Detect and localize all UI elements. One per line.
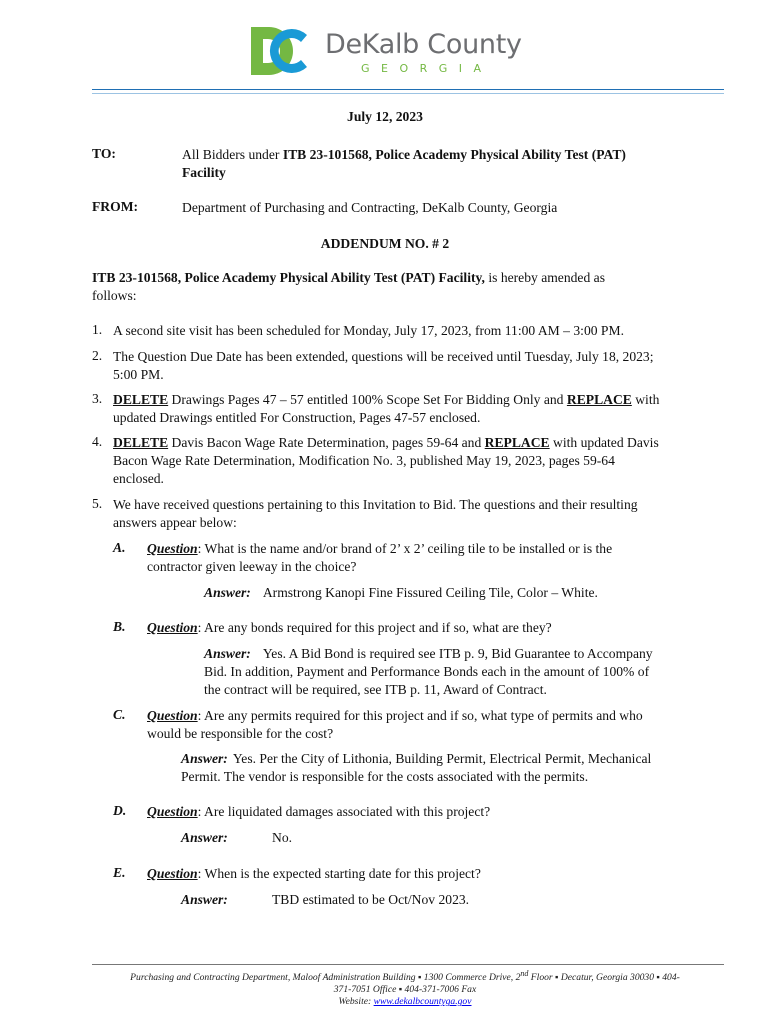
question-text: : Are any permits required for this project and if so, what type of permits and who bbox=[197, 708, 643, 723]
addendum-title: ADDENDUM NO. # 2 bbox=[320, 236, 450, 251]
replace-keyword: REPLACE bbox=[566, 392, 632, 407]
answer-label: Answer: bbox=[204, 646, 251, 661]
question-label: Question bbox=[147, 804, 198, 819]
question-text: : What is the name and/or brand of 2’ x 2’ ceiling tile to be installed or is the bbox=[197, 541, 613, 556]
to-itb-title: ITB 23-101568, Police Academy Physical Ability Test (PAT) bbox=[282, 147, 626, 162]
qa-answer bbox=[204, 584, 719, 602]
item-line: The Question Due Date has been extended, questions will be received until Tuesday, July 18, 2023; bbox=[113, 349, 654, 364]
question-label: Question bbox=[147, 541, 198, 556]
answer-text: Armstrong Kanopi Fine Fissured Ceiling Tile, Color – White. bbox=[262, 585, 598, 600]
question-text: would be responsible for the cost? bbox=[147, 726, 334, 741]
dekalb-county-logo bbox=[249, 25, 529, 81]
to-itb-title-cont: Facility bbox=[182, 165, 226, 180]
question-text: : Are any bonds required for this project and if so, what are they? bbox=[197, 620, 552, 635]
item-line: with bbox=[631, 392, 660, 407]
footer-address-cont: Floor ▪ Decatur, Georgia 30030 ▪ 404- bbox=[528, 972, 680, 984]
answer-text: Yes. A Bid Bond is required see ITB p. 9, Bid Guarantee to Accompany bbox=[262, 646, 653, 661]
qa-question bbox=[147, 619, 717, 637]
answer-text: Permit. The vendor is responsible for the costs associated with the permits. bbox=[181, 769, 589, 784]
item-number: 3. bbox=[92, 391, 103, 406]
dc-monogram-icon bbox=[249, 25, 311, 77]
item-text: A second site visit has been scheduled for Monday, July 17, 2023, from 11:00 AM – 3:00 PM. bbox=[113, 323, 624, 338]
qa-question bbox=[147, 540, 717, 576]
item-line: updated Drawings entitled For Construction, Pages 47-57 enclosed. bbox=[113, 410, 481, 425]
question-label: Question bbox=[147, 708, 198, 723]
item-text bbox=[113, 348, 716, 384]
memo-date: July 12, 2023 bbox=[347, 109, 423, 124]
answer-label: Answer: bbox=[181, 892, 228, 907]
item-number: 2. bbox=[92, 348, 103, 363]
answer-text: the contract will be required, see ITB p. 11, Award of Contract. bbox=[204, 682, 547, 697]
item-text bbox=[113, 496, 716, 532]
delete-keyword: DELETE bbox=[113, 435, 169, 450]
qa-letter: C. bbox=[113, 707, 126, 722]
answer-text: TBD estimated to be Oct/Nov 2023. bbox=[272, 892, 470, 907]
header-rule bbox=[92, 89, 724, 90]
item-line: Bacon Wage Rate Determination, Modification No. 3, published May 19, 2023, pages 59-64 bbox=[113, 453, 615, 468]
item-number: 4. bbox=[92, 434, 103, 449]
item-line: 5:00 PM. bbox=[113, 367, 164, 382]
item-text bbox=[113, 391, 716, 427]
intro-text-cont: follows: bbox=[92, 288, 137, 303]
question-text: contractor given leeway in the choice? bbox=[147, 559, 357, 574]
qa-question bbox=[147, 865, 717, 883]
logo-state: GEORGIA bbox=[361, 62, 493, 75]
answer-label: Answer: bbox=[181, 830, 228, 845]
item-line: Drawings Pages 47 – 57 entitled 100% Scope Set For Bidding Only and bbox=[168, 392, 567, 407]
page-footer bbox=[92, 968, 718, 1008]
item-line: answers appear below: bbox=[113, 515, 237, 530]
question-text: : Are liquidated damages associated with this project? bbox=[197, 804, 491, 819]
answer-text: Bid. In addition, Payment and Performance Bonds each in the amount of 100% of bbox=[204, 664, 650, 679]
to-label: TO: bbox=[92, 146, 116, 161]
question-label: Question bbox=[147, 866, 198, 881]
answer-text: No. bbox=[272, 830, 293, 845]
footer-website-label: Website: bbox=[338, 996, 374, 1008]
item-number: 5. bbox=[92, 496, 103, 511]
from-value: Department of Purchasing and Contracting, DeKalb County, Georgia bbox=[182, 200, 558, 215]
item-text bbox=[113, 434, 716, 488]
answer-label: Answer: bbox=[181, 751, 228, 766]
question-text: : When is the expected starting date for this project? bbox=[197, 866, 481, 881]
logo-name: DeKalb County bbox=[325, 29, 522, 60]
from-label: FROM: bbox=[92, 199, 139, 214]
footer-address: Purchasing and Contracting Department, Maloof Administration Building ▪ 1300 Commerce Drive, 2 bbox=[130, 972, 521, 984]
answer-text: Yes. Per the City of Lithonia, Building Permit, Electrical Permit, Mechanical bbox=[232, 751, 652, 766]
intro-paragraph bbox=[92, 269, 722, 305]
footer-superscript: nd bbox=[520, 969, 529, 978]
item-line: enclosed. bbox=[113, 471, 164, 486]
replace-keyword: REPLACE bbox=[484, 435, 550, 450]
to-prefix: All Bidders under bbox=[182, 147, 283, 162]
to-value bbox=[182, 146, 712, 182]
intro-itb: ITB 23-101568, Police Academy Physical Ability Test (PAT) Facility, bbox=[92, 270, 485, 285]
qa-letter: D. bbox=[113, 803, 127, 818]
answer-label: Answer: bbox=[204, 585, 251, 600]
qa-answer bbox=[204, 645, 719, 699]
item-line: Davis Bacon Wage Rate Determination, pages 59-64 and bbox=[168, 435, 485, 450]
qa-letter: E. bbox=[113, 865, 126, 880]
qa-letter: B. bbox=[113, 619, 126, 634]
website-link[interactable]: www.dekalbcountyga.gov bbox=[373, 996, 472, 1008]
item-line: with updated Davis bbox=[549, 435, 659, 450]
footer-rule bbox=[92, 964, 724, 965]
delete-keyword: DELETE bbox=[113, 392, 169, 407]
intro-text: is hereby amended as bbox=[484, 270, 605, 285]
footer-phone: 371-7051 Office ▪ 404-371-7006 Fax bbox=[333, 984, 477, 996]
qa-question bbox=[147, 803, 717, 821]
qa-answer bbox=[181, 750, 721, 786]
qa-question bbox=[147, 707, 717, 743]
question-label: Question bbox=[147, 620, 198, 635]
item-line: We have received questions pertaining to this Invitation to Bid. The questions and their resulting bbox=[113, 497, 638, 512]
header-rule-light bbox=[92, 93, 724, 94]
qa-letter: A. bbox=[113, 540, 126, 555]
item-number: 1. bbox=[92, 322, 103, 337]
